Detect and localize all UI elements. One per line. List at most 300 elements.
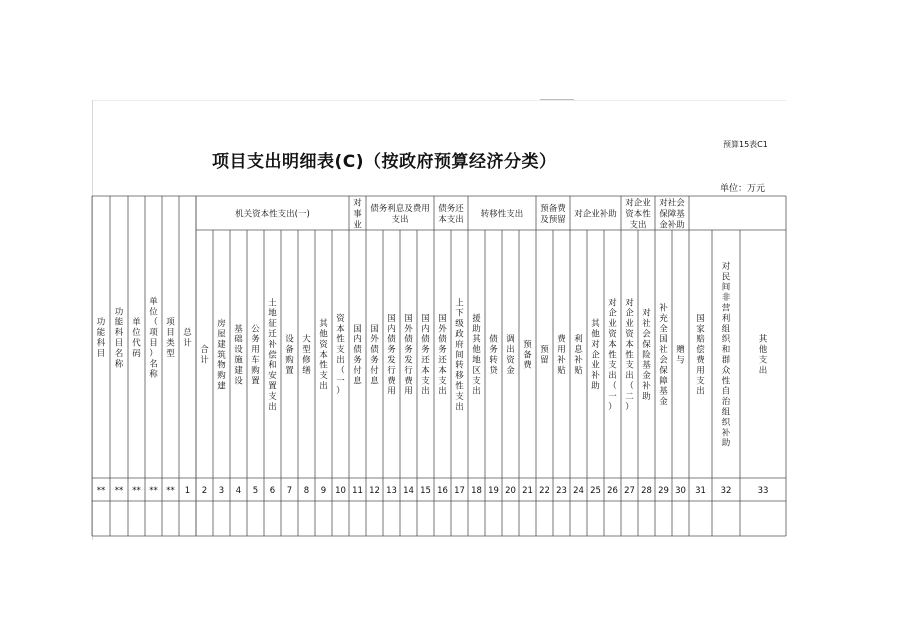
sub-column-header [676, 344, 685, 365]
svg-text:基: 基 [234, 324, 243, 335]
svg-text:还: 还 [438, 355, 447, 366]
svg-text:本支出: 本支出 [438, 214, 464, 225]
svg-text:目: 目 [96, 348, 106, 359]
svg-text:用: 用 [251, 345, 260, 356]
index-cell: 2 [201, 486, 208, 496]
svg-text:置: 置 [285, 365, 294, 376]
sub-column-header [285, 335, 294, 376]
svg-text:其: 其 [319, 319, 328, 330]
svg-text:企: 企 [608, 308, 617, 319]
index-cell: 8 [303, 486, 310, 496]
svg-text:土: 土 [268, 298, 277, 309]
svg-text:还: 还 [421, 355, 430, 366]
index-cell: 14 [403, 486, 414, 496]
svg-text:机关资本性支出(一): 机关资本性支出(一) [235, 209, 310, 220]
svg-text:科: 科 [114, 328, 124, 339]
sub-column-header [370, 324, 379, 386]
svg-text:业: 业 [353, 220, 362, 231]
svg-text:补: 补 [642, 381, 651, 392]
svg-text:称: 称 [149, 369, 158, 380]
svg-text:其: 其 [472, 334, 481, 345]
svg-text:支: 支 [421, 376, 430, 387]
index-cell: 5 [252, 486, 259, 496]
svg-text:支: 支 [268, 391, 277, 402]
index-cell: 9 [320, 486, 327, 496]
svg-text:务: 务 [404, 345, 413, 356]
sub-column-header [319, 318, 328, 391]
svg-text:一: 一 [608, 391, 617, 402]
svg-text:设: 设 [234, 345, 243, 356]
sub-column-header [387, 314, 396, 397]
index-cell: ** [96, 486, 106, 496]
svg-text:发: 发 [404, 355, 413, 366]
svg-text:务: 务 [251, 334, 260, 345]
sub-column-header [523, 340, 532, 371]
svg-text:债务利息及费用: 债务利息及费用 [370, 203, 430, 214]
svg-text:出: 出 [506, 345, 515, 356]
svg-text:发: 发 [387, 355, 396, 366]
svg-text:名: 名 [114, 348, 124, 359]
index-cell: 29 [658, 486, 669, 496]
index-cell: 24 [573, 486, 584, 496]
page-title: 项目支出明细表(C)（按政府预算经济分类） [212, 152, 557, 172]
svg-text:行: 行 [404, 365, 413, 376]
svg-text:计: 计 [183, 338, 192, 349]
svg-text:位: 位 [149, 307, 158, 318]
svg-text:业: 业 [608, 319, 617, 330]
index-cell: 32 [720, 486, 732, 496]
svg-text:债务还: 债务还 [438, 203, 464, 214]
svg-text:贷: 贷 [489, 365, 498, 376]
svg-text:赔: 赔 [696, 334, 705, 345]
svg-text:家: 家 [696, 324, 705, 335]
svg-text:本: 本 [608, 339, 617, 350]
svg-text:调: 调 [506, 334, 515, 345]
svg-text:费: 费 [557, 334, 566, 345]
svg-text:外: 外 [438, 324, 447, 335]
svg-text:缮: 缮 [302, 365, 311, 376]
svg-text:性: 性 [721, 376, 731, 387]
svg-text:本: 本 [336, 324, 345, 335]
svg-text:自: 自 [721, 386, 731, 397]
svg-text:征: 征 [268, 319, 277, 330]
svg-text:（: （ [608, 381, 617, 392]
index-cell: 22 [539, 486, 550, 496]
svg-text:目: 目 [166, 328, 175, 339]
svg-text:助: 助 [721, 438, 731, 449]
svg-text:赠: 赠 [676, 345, 685, 356]
svg-text:资: 资 [319, 339, 328, 350]
index-cell: 16 [437, 486, 448, 496]
sub-column-header [472, 313, 481, 397]
svg-text:对社会: 对社会 [659, 198, 685, 209]
left-column-header [97, 317, 106, 359]
group-header [625, 197, 651, 230]
sub-column-header [557, 334, 566, 376]
svg-text:支出: 支出 [391, 214, 409, 225]
svg-text:称: 称 [114, 359, 124, 370]
index-cell: ** [166, 486, 175, 496]
svg-text:内: 内 [421, 324, 430, 335]
svg-text:下: 下 [455, 308, 464, 319]
index-cell: 31 [695, 486, 706, 496]
left-column-header [115, 306, 124, 369]
form-code: 预算15表C1 [723, 140, 768, 149]
svg-text:本: 本 [421, 365, 430, 376]
svg-text:非: 非 [721, 293, 731, 304]
index-cell: 12 [369, 486, 380, 496]
svg-text:留: 留 [540, 355, 549, 366]
svg-text:利: 利 [721, 313, 731, 324]
svg-text:国: 国 [370, 324, 379, 335]
svg-text:出: 出 [472, 386, 481, 397]
index-cell: 10 [335, 486, 346, 496]
svg-text:助: 助 [591, 381, 600, 392]
svg-text:项: 项 [166, 317, 175, 328]
svg-text:对: 对 [625, 298, 634, 309]
svg-text:全: 全 [659, 324, 668, 335]
sub-column-header [574, 334, 583, 376]
svg-text:补: 补 [574, 355, 583, 366]
index-cell: 20 [505, 486, 516, 496]
sub-column-header [251, 324, 260, 386]
svg-text:金补助: 金补助 [659, 220, 685, 231]
svg-text:计: 计 [200, 355, 209, 366]
svg-text:资: 资 [625, 329, 634, 340]
sub-column-header [659, 303, 668, 408]
sub-column-header [353, 324, 362, 386]
svg-text:）: ） [336, 386, 345, 397]
svg-text:目: 目 [114, 338, 124, 349]
svg-text:出: 出 [696, 386, 705, 397]
sub-column-header [696, 314, 705, 397]
group-header [659, 197, 685, 230]
svg-text:业: 业 [625, 319, 634, 330]
svg-text:其: 其 [591, 319, 600, 330]
svg-text:补: 补 [659, 303, 668, 314]
svg-text:间: 间 [455, 350, 464, 361]
svg-text:迁: 迁 [268, 329, 277, 340]
svg-text:金: 金 [642, 371, 651, 382]
svg-text:组: 组 [721, 407, 731, 418]
svg-text:众: 众 [721, 365, 731, 376]
svg-text:织: 织 [721, 417, 731, 428]
svg-text:用: 用 [557, 345, 566, 356]
svg-text:项: 项 [149, 328, 158, 339]
svg-text:移: 移 [455, 371, 464, 382]
svg-text:支: 支 [608, 360, 617, 371]
svg-text:支: 支 [758, 355, 768, 366]
left-column-header [183, 327, 192, 348]
svg-text:付: 付 [353, 365, 362, 376]
svg-text:务: 务 [387, 345, 396, 356]
svg-text:购: 购 [251, 365, 260, 376]
svg-text:性: 性 [336, 334, 345, 345]
svg-text:债: 债 [438, 334, 447, 345]
sub-column-header [455, 297, 464, 412]
svg-text:出: 出 [336, 355, 345, 366]
svg-text:名: 名 [149, 359, 158, 370]
svg-text:债: 债 [387, 334, 396, 345]
svg-text:）: ） [625, 402, 634, 413]
svg-text:（: （ [625, 381, 634, 392]
left-column-header [132, 317, 141, 359]
sub-column-header [642, 308, 651, 402]
svg-text:性: 性 [608, 350, 617, 361]
group-header [235, 208, 310, 219]
sub-column-header [591, 318, 600, 391]
svg-text:补: 补 [591, 371, 600, 382]
svg-text:息: 息 [574, 345, 583, 356]
svg-text:他: 他 [591, 329, 600, 340]
svg-text:国: 国 [696, 313, 705, 324]
svg-text:费: 费 [523, 360, 532, 371]
svg-text:债: 债 [353, 345, 362, 356]
index-cell: ** [114, 486, 124, 496]
svg-text:设: 设 [285, 334, 294, 345]
svg-text:对: 对 [608, 298, 617, 309]
svg-text:础: 础 [234, 334, 243, 345]
svg-text:单: 单 [132, 317, 141, 328]
svg-text:功: 功 [96, 317, 106, 328]
svg-text:一: 一 [336, 376, 345, 387]
svg-text:支: 支 [438, 376, 447, 387]
svg-text:出: 出 [758, 365, 768, 376]
index-cell: 19 [488, 486, 499, 496]
svg-text:物: 物 [217, 360, 226, 371]
svg-text:补: 补 [721, 428, 731, 439]
svg-text:用: 用 [696, 365, 705, 376]
svg-text:出: 出 [438, 386, 447, 397]
group-header [353, 197, 362, 230]
svg-text:购: 购 [217, 371, 226, 382]
sub-column-header [438, 314, 447, 397]
svg-text:业: 业 [591, 360, 600, 371]
svg-text:（: （ [149, 317, 158, 328]
svg-text:建: 建 [217, 339, 226, 350]
svg-text:类: 类 [166, 338, 175, 349]
svg-text:）: ） [608, 402, 617, 413]
svg-text:能: 能 [96, 328, 106, 339]
svg-text:内: 内 [353, 334, 362, 345]
svg-text:保: 保 [659, 365, 668, 376]
sub-column-header [489, 334, 498, 376]
svg-text:出: 出 [608, 371, 617, 382]
svg-text:区: 区 [472, 365, 481, 376]
svg-text:支: 支 [472, 376, 481, 387]
svg-text:助: 助 [642, 391, 651, 402]
svg-text:筑: 筑 [217, 350, 226, 361]
svg-text:能: 能 [114, 317, 124, 328]
svg-text:预备费: 预备费 [540, 203, 566, 214]
svg-text:间: 间 [721, 282, 731, 293]
svg-text:务: 务 [421, 345, 430, 356]
index-cell: 3 [218, 486, 225, 496]
unit-label: 单位：万元 [720, 184, 766, 194]
svg-text:他: 他 [758, 345, 768, 356]
svg-text:总: 总 [183, 328, 192, 339]
svg-text:偿: 偿 [268, 350, 277, 361]
sub-column-header [302, 334, 311, 376]
svg-text:社: 社 [659, 345, 668, 356]
index-cell: 23 [556, 486, 567, 496]
svg-text:支: 支 [625, 360, 634, 371]
index-cell: 28 [641, 486, 652, 496]
svg-text:科: 科 [96, 338, 106, 349]
svg-text:代: 代 [132, 338, 141, 349]
svg-text:补: 补 [268, 339, 277, 350]
svg-text:他: 他 [472, 345, 481, 356]
svg-text:对企业: 对企业 [625, 198, 651, 209]
svg-text:其: 其 [758, 334, 768, 345]
svg-text:内: 内 [387, 324, 396, 335]
group-header [574, 208, 617, 219]
sub-column-header [404, 314, 413, 397]
svg-text:转移性支出: 转移性支出 [480, 209, 524, 220]
sub-column-header [608, 297, 617, 412]
svg-text:本: 本 [319, 350, 328, 361]
svg-text:费: 费 [387, 376, 396, 387]
svg-text:府: 府 [455, 339, 464, 350]
sub-column-header [217, 318, 226, 391]
group-header [481, 208, 524, 219]
svg-text:置: 置 [268, 381, 277, 392]
svg-text:预: 预 [540, 345, 549, 356]
svg-text:建: 建 [234, 365, 243, 376]
svg-text:位: 位 [132, 328, 141, 339]
svg-text:对企业补助: 对企业补助 [574, 209, 617, 220]
svg-text:资: 资 [336, 313, 345, 324]
svg-text:转: 转 [489, 355, 498, 366]
svg-text:性: 性 [455, 381, 464, 392]
svg-text:基: 基 [659, 386, 668, 397]
svg-text:营: 营 [721, 303, 731, 314]
svg-text:支: 支 [336, 345, 345, 356]
svg-text:及预留: 及预留 [540, 214, 566, 225]
svg-text:本: 本 [625, 339, 634, 350]
svg-text:治: 治 [721, 397, 731, 408]
svg-text:车: 车 [251, 355, 260, 366]
sub-column-header [336, 313, 345, 397]
svg-text:支出: 支出 [629, 220, 647, 231]
svg-text:保障基: 保障基 [659, 209, 685, 220]
svg-text:费: 费 [404, 376, 413, 387]
svg-text:置: 置 [251, 376, 260, 387]
svg-text:支: 支 [319, 371, 328, 382]
index-cell: 13 [386, 486, 397, 496]
index-cell: ** [149, 486, 158, 496]
svg-text:组: 组 [721, 324, 731, 335]
svg-text:用: 用 [387, 386, 396, 397]
svg-text:费: 费 [696, 355, 705, 366]
index-cell: 7 [286, 486, 293, 496]
index-cell: ** [132, 486, 141, 496]
svg-text:金: 金 [506, 365, 515, 376]
svg-text:修: 修 [302, 355, 311, 366]
svg-text:建: 建 [217, 381, 226, 392]
svg-text:外: 外 [370, 334, 379, 345]
index-cell: 26 [607, 486, 618, 496]
sub-column-header [759, 334, 768, 376]
svg-text:本: 本 [438, 365, 447, 376]
svg-text:援: 援 [472, 313, 481, 324]
index-cell: 4 [235, 486, 242, 496]
svg-text:对: 对 [721, 261, 731, 272]
svg-text:大: 大 [302, 334, 311, 345]
svg-text:企: 企 [625, 308, 634, 319]
sub-column-header [200, 344, 209, 365]
svg-text:金: 金 [659, 397, 668, 408]
svg-text:充: 充 [659, 313, 668, 324]
index-cell: 21 [522, 486, 533, 496]
svg-text:性: 性 [625, 350, 634, 361]
svg-text:外: 外 [404, 324, 413, 335]
svg-text:贴: 贴 [557, 365, 566, 376]
svg-text:对: 对 [642, 308, 651, 319]
svg-text:二: 二 [625, 391, 634, 402]
left-column-header [149, 296, 158, 380]
svg-text:地: 地 [268, 308, 277, 319]
svg-text:屋: 屋 [217, 329, 226, 340]
svg-text:出: 出 [455, 402, 464, 413]
svg-text:社: 社 [642, 319, 651, 330]
svg-text:和: 和 [268, 360, 277, 371]
svg-text:国: 国 [438, 313, 447, 324]
svg-text:支: 支 [696, 376, 705, 387]
index-cell: 11 [352, 486, 363, 496]
svg-text:支: 支 [455, 391, 464, 402]
svg-text:企: 企 [591, 350, 600, 361]
sub-column-header [234, 323, 243, 386]
svg-text:务: 务 [438, 345, 447, 356]
index-cell: 18 [471, 486, 482, 496]
svg-text:事: 事 [353, 209, 362, 220]
sub-column-header [268, 297, 277, 412]
svg-text:利: 利 [574, 334, 583, 345]
svg-text:出: 出 [268, 402, 277, 413]
svg-text:他: 他 [319, 329, 328, 340]
svg-text:群: 群 [721, 355, 731, 366]
group-header [370, 203, 430, 225]
sub-column-header [625, 297, 634, 412]
svg-text:性: 性 [319, 360, 328, 371]
svg-text:资本性: 资本性 [625, 209, 651, 220]
svg-text:单: 单 [149, 296, 158, 307]
svg-text:障: 障 [659, 376, 668, 387]
svg-text:对: 对 [353, 198, 362, 209]
svg-text:设: 设 [234, 376, 243, 387]
svg-text:务: 务 [370, 355, 379, 366]
group-header [438, 203, 464, 225]
svg-text:债: 债 [421, 334, 430, 345]
svg-text:和: 和 [721, 345, 731, 356]
svg-text:用: 用 [404, 386, 413, 397]
svg-text:补: 补 [557, 355, 566, 366]
group-header [540, 203, 566, 225]
svg-text:资: 资 [506, 355, 515, 366]
index-cell: 33 [757, 486, 769, 496]
svg-text:型: 型 [302, 345, 311, 356]
svg-text:息: 息 [370, 376, 379, 387]
svg-text:功: 功 [114, 307, 124, 318]
index-cell: 27 [624, 486, 635, 496]
svg-text:备: 备 [523, 350, 532, 361]
sub-column-header [506, 335, 515, 376]
svg-text:施: 施 [234, 355, 243, 366]
svg-text:行: 行 [387, 365, 396, 376]
svg-text:目: 目 [149, 338, 158, 349]
svg-text:政: 政 [455, 329, 464, 340]
